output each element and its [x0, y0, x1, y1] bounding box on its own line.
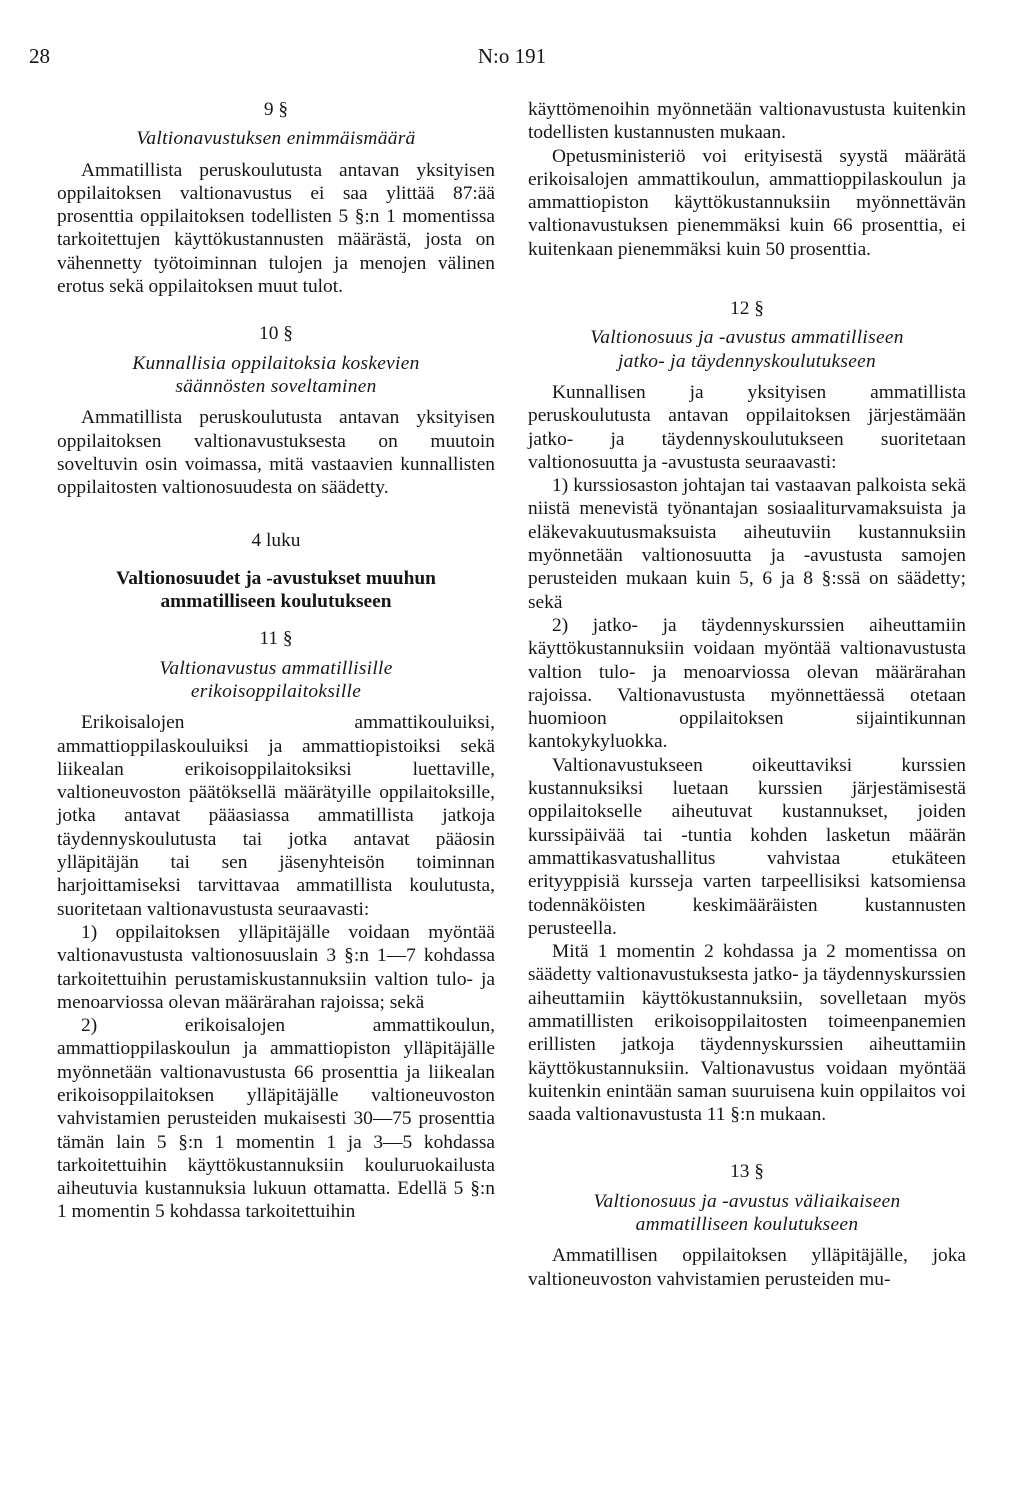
section-11-paragraph-2: 1) oppilaitoksen ylläpitäjälle voidaan myöntää valtionavustusta valtionosuuslain 3 §:n 1—7 kohdassa tarkoitettuihin perustamiskustannuksiin valtion tulo- ja menoarviossa olevan määrärahan rajoissa; sekä — [57, 921, 495, 1013]
section-10-heading-line-1: Kunnallisia oppilaitoksia koskevien — [132, 352, 420, 374]
section-9-heading: Valtionavustuksen enimmäismäärä — [136, 128, 416, 150]
section-10-heading — [57, 352, 495, 399]
section-12-paragraph-1: Kunnallisen ja yksityisen ammatillista peruskoulutusta antavan oppilaitoksen järjestämään jatko- ja täydennyskoulutukseen suoritetaan valtionosuutta ja -avustusta seuraavasti: — [528, 381, 966, 473]
chapter-number: 4 luku — [251, 530, 301, 552]
section-9-number: 9 § — [263, 99, 289, 120]
section-12-heading-line-1: Valtionosuus ja -avustus ammatilliseen — [590, 327, 904, 349]
page-number: 28 — [29, 44, 50, 68]
section-13-heading-line-1: Valtionosuus ja -avustus väliaikaiseen — [593, 1190, 901, 1212]
section-11-paragraph-3: 2) erikoisalojen ammattikoulun, ammattioppilaskoulun ja ammattiopiston ylläpitäjälle myönnetään valtionavustusta 66 prosenttia ja liikealan erikoisoppilaitoksen ylläpitäjälle valtioneuvoston vahvistamien perusteiden mukaisesti 30—75 prosenttia tämän lain 5 §:n 1 momentin 1 ja 3—5 kohdassa tarkoitettuihin käyttökustannuksiin kouluruokailusta aiheutuvia kustannuksia lukuun ottamatta. Edellä 5 §:n 1 momentin 5 kohdassa tarkoitettuihin — [57, 1015, 495, 1223]
ministry-paragraph: Opetusministeriö voi erityisestä syystä määrätä erikoisalojen ammattikoulun, ammattioppilaskoulun ja ammattiopiston käyttökustannuksiin myönnettävän valtionavustuksen pienemmäksi kuin 66 prosenttia, ei kuitenkaan pienemmäksi kuin 50 prosenttia. — [528, 145, 966, 260]
section-12-heading — [528, 326, 966, 373]
continued-paragraph: käyttömenoihin myönnetään valtionavustusta kuitenkin todellisten kustannusten mukaan. — [528, 99, 966, 144]
section-11-number: 11 § — [259, 628, 293, 650]
chapter-title-line-1: Valtionosuudet ja -avustukset muuhun — [116, 567, 436, 589]
section-11-heading — [57, 657, 495, 704]
section-13-heading-line-2: ammatilliseen koulutukseen — [635, 1214, 859, 1236]
section-11-heading-line-1: Valtionavustus ammatillisille — [159, 657, 393, 679]
section-13-paragraph: Ammatillisen oppilaitoksen ylläpitäjälle, joka valtioneuvoston vahvistamien perusteiden mu- — [528, 1245, 966, 1290]
section-12-paragraph-4: Valtionavustukseen oikeuttaviksi kurssien kustannuksiksi luetaan kurssien järjestämisestä oppilaitokselle aiheutuvat kustannukset, joiden kurssipäivää tai -tuntia kohden lasketun määrän ammattikasvatushallitus vahvistaa etukäteen erityyppisiä kursseja varten tarpeellisiksi katsomiensa todennäköisten keskimääräisten kustannusten perusteella. — [528, 754, 966, 939]
section-10-heading-line-2: säännösten soveltaminen — [175, 375, 377, 397]
section-9-paragraph: Ammatillista peruskoulutusta antavan yksityisen oppilaitoksen valtionavustus ei saa ylittää 87:ää prosenttia oppilaitoksen todellisten 5 §:n 1 momentissa tarkoitettujen käyttökustannusten määrästä, josta on vähennetty työtoiminnan tulojen ja menojen välinen erotus sekä oppilaitoksen muut tulot. — [57, 159, 495, 298]
section-11-paragraph-1: Erikoisalojen ammattikouluiksi, ammattioppilaskouluiksi ja ammattiopistoiksi sekä liikealan erikoisoppilaitoksiksi luettaville, valtioneuvoston päätöksellä määrätyille oppilaitoksille, jotka antavat pääasiassa ammatillista jatkoja täydennyskoulutusta tai jotka antavat pääosin ylläpitäjän tai sen jäsenyhteisön toiminnan harjoittamiseksi tarvittavaa ammatillista koulutusta, suoritetaan valtionavustusta seuraavasti: — [57, 712, 495, 920]
section-10-paragraph: Ammatillista peruskoulutusta antavan yksityisen oppilaitoksen valtionavustuksesta on muutoin soveltuvin osin voimassa, mitä vastaavien kunnallisten oppilaitosten valtionosuudesta on säädetty. — [57, 407, 495, 499]
section-12-paragraph-3: 2) jatko- ja täydennyskurssien aiheuttamiin käyttökustannuksiin voidaan myöntää valtionavustusta valtion tulo- ja menoarviossa olevan määrärahan rajoissa. Valtionavustusta myönnettäessä otetaan huomioon oppilaitoksen sijaintikunnan kantokykyluokka. — [528, 614, 966, 753]
section-13-number: 13 § — [730, 1161, 764, 1183]
section-10-number: 10 § — [259, 323, 293, 345]
left-column — [57, 98, 495, 1224]
section-12-paragraph-5: Mitä 1 momentin 2 kohdassa ja 2 momentissa on säädetty valtionavustuksesta jatko- ja täydennyskurssien aiheuttamiin käyttökustannuksiin, sovelletaan myös ammatillisten erikoisoppilaitosten toimeenpanemien erillisten jatkoja täydennyskurssien aiheuttamiin käyttökustannuksiin. Valtionavustus voidaan myöntää kuitenkin enintään saman suuruisena kuin oppilaitos voi saada valtionavustusta 11 §:n mukaan. — [528, 941, 966, 1126]
section-12-number: 12 § — [730, 298, 764, 320]
right-column — [528, 98, 966, 1291]
chapter-title-line-2: ammatilliseen koulutukseen — [160, 591, 392, 613]
chapter-title — [57, 567, 495, 614]
section-12-heading-line-2: jatko- ja täydennyskoulutukseen — [617, 350, 877, 372]
section-13-heading — [528, 1190, 966, 1237]
section-11-heading-line-2: erikoisoppilaitoksille — [190, 680, 362, 702]
section-12-paragraph-2: 1) kurssiosaston johtajan tai vastaavan palkoista sekä niistä menevistä työnantajan sosiaaliturvamaksuista ja eläkevakuutusmaksuista aiheutuviin kustannuksiin myönnetään valtionosuutta ja -avustusta samojen perusteiden mukaan kuin 5, 6 ja 8 §:ssä on säädetty; sekä — [528, 475, 966, 613]
statute-number: N:o 191 — [477, 44, 547, 68]
